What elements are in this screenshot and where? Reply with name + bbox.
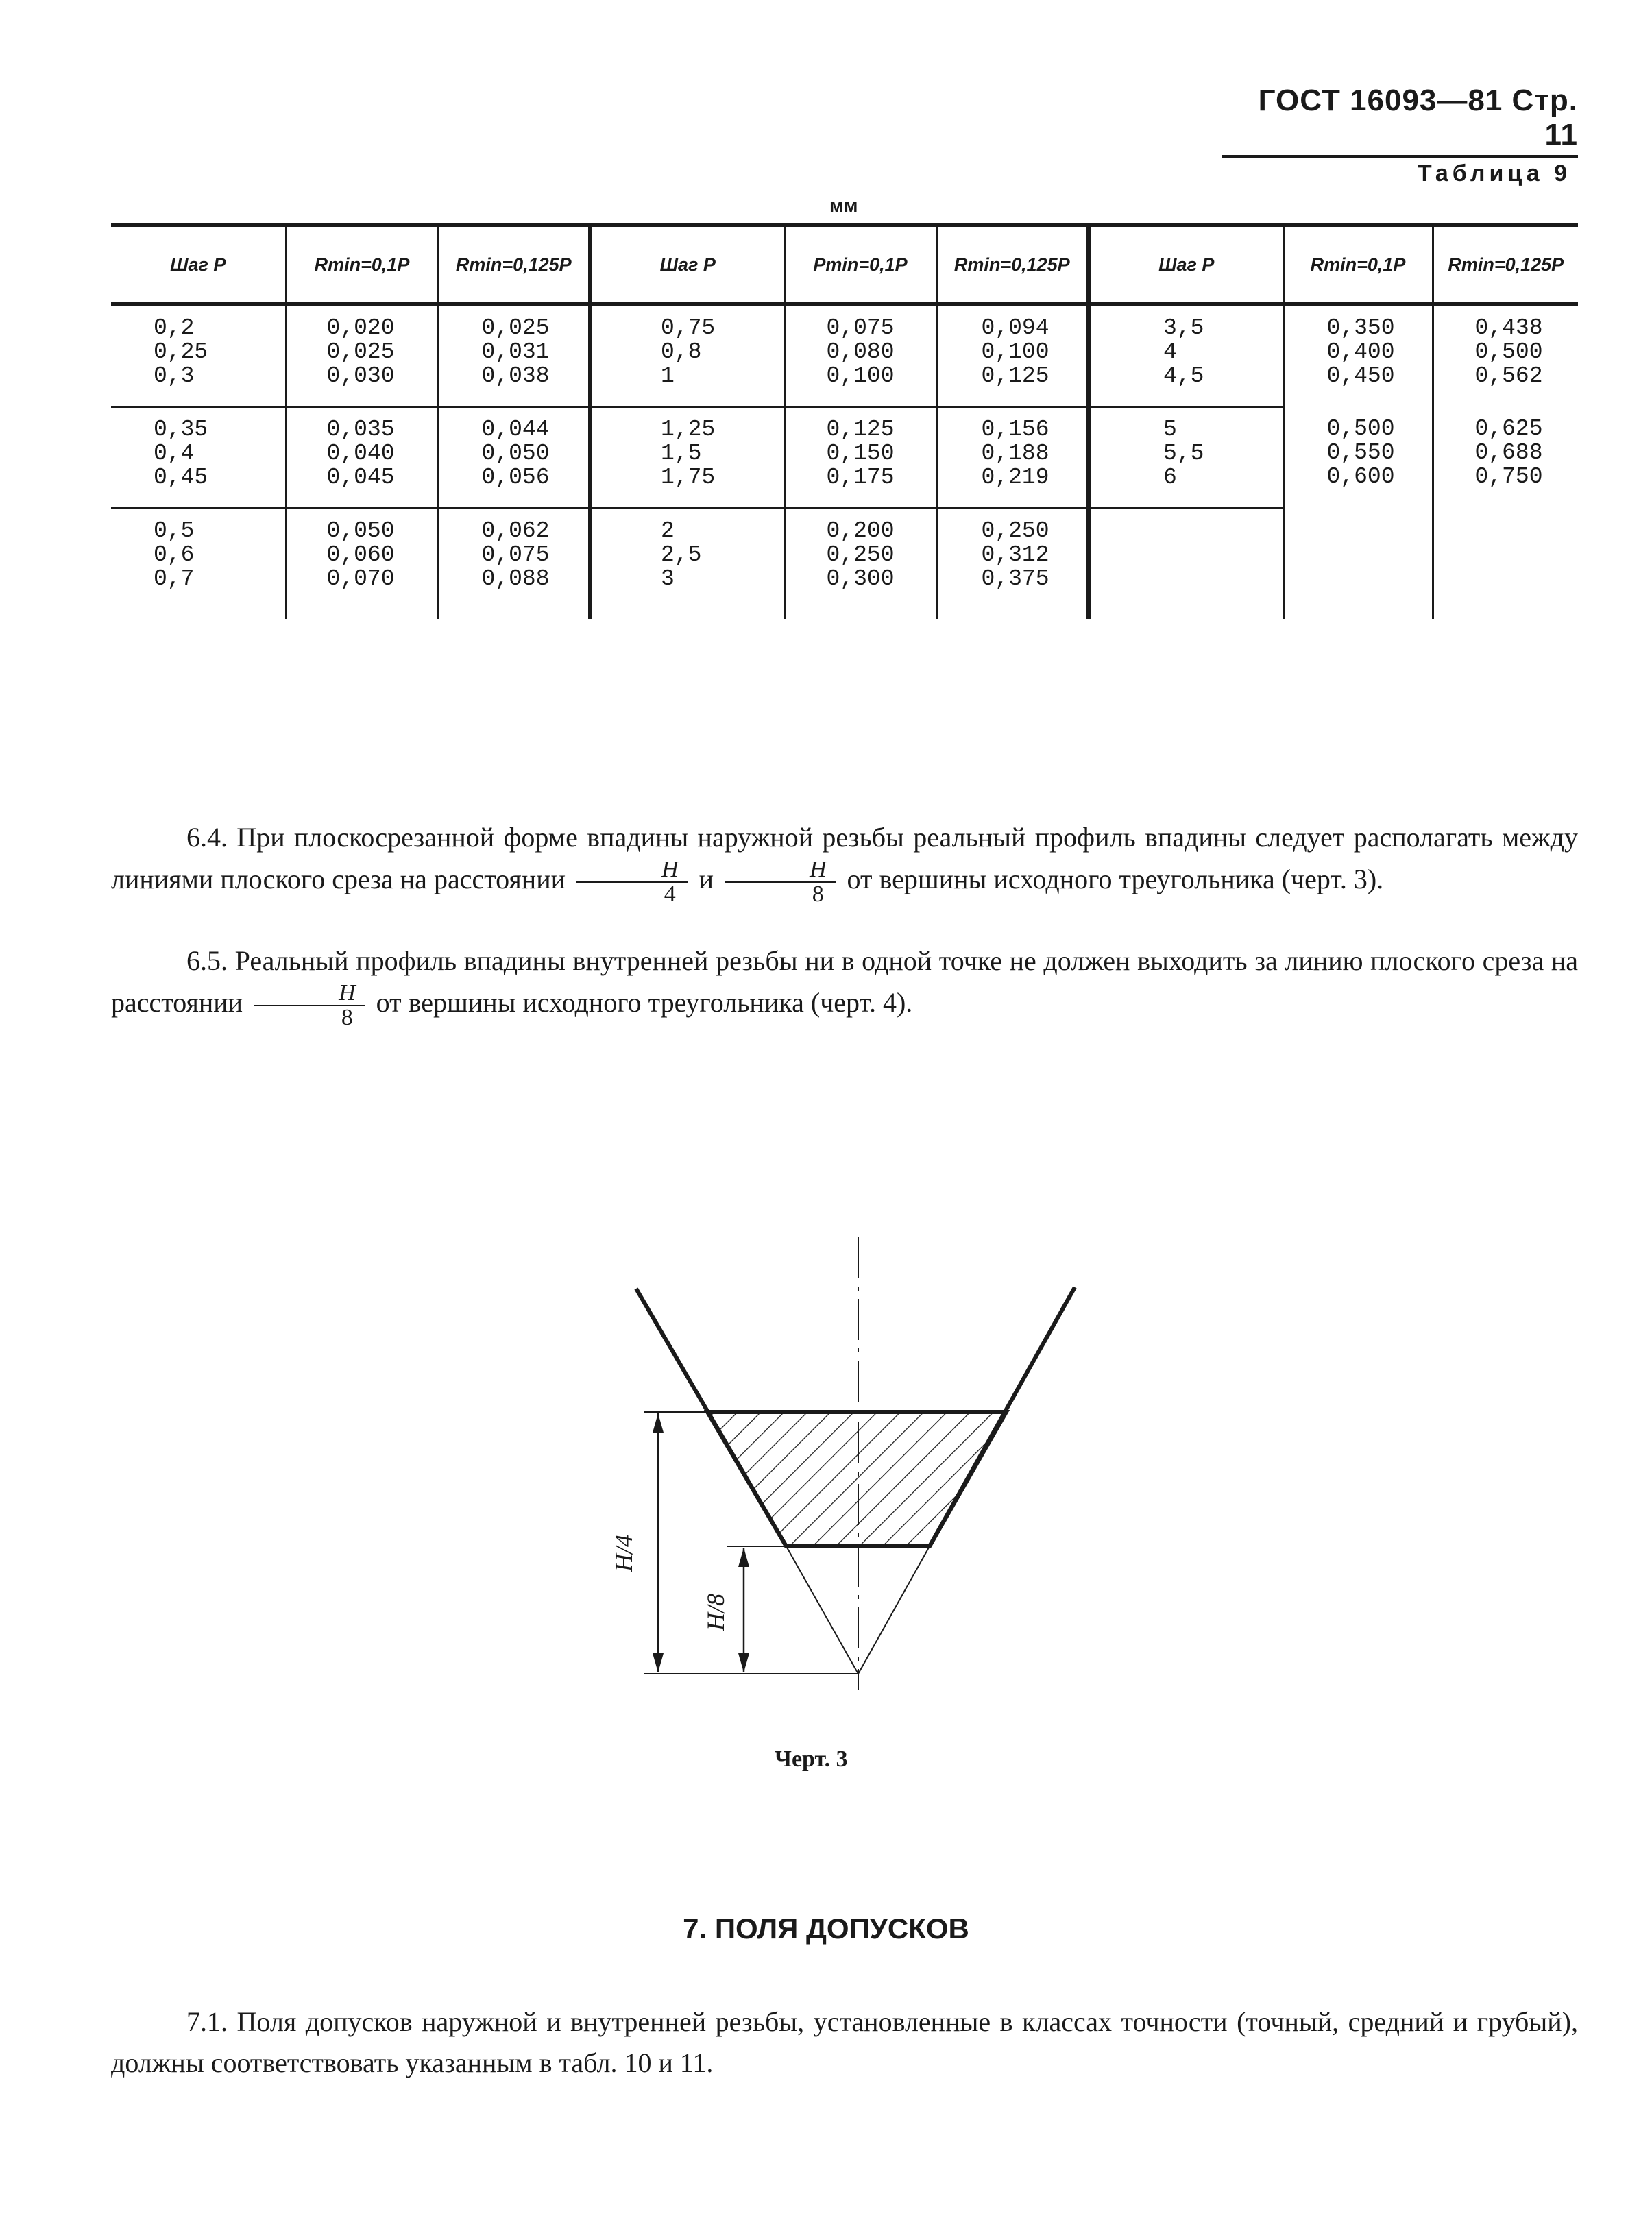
table-cell: 0,200 0,250 0,300	[784, 509, 936, 620]
arrow-up-icon	[653, 1413, 664, 1433]
table-row	[111, 407, 1578, 509]
fraction-h-4	[576, 858, 688, 906]
table-cell: 0,044 0,050 0,056	[438, 407, 590, 509]
table-cell: 1,25 1,5 1,75	[590, 407, 784, 509]
triangle-right-edge	[858, 1546, 930, 1674]
table-cell: 0,125 0,150 0,175	[784, 407, 936, 509]
table-cell	[1283, 509, 1433, 620]
fraction-numerator: H	[725, 858, 836, 883]
table-row	[111, 509, 1578, 620]
table-cell: 0,438 0,500 0,562	[1433, 304, 1578, 407]
table-cell: 0,156 0,188 0,219	[936, 407, 1089, 509]
fraction-numerator: H	[576, 858, 688, 883]
col-header-rmin-01p-3: Rmin=0,1P	[1283, 225, 1433, 304]
arrow-down-icon	[653, 1653, 664, 1672]
triangle-left-edge	[786, 1546, 858, 1674]
table-cell: 0,250 0,312 0,375	[936, 509, 1089, 620]
table-cell: 0,094 0,100 0,125	[936, 304, 1089, 407]
col-header-rmin-0125p-1: Rmin=0,125P	[438, 225, 590, 304]
table-cell: 0,050 0,060 0,070	[286, 509, 438, 620]
fraction-denominator: 8	[341, 1005, 353, 1030]
figure-caption: Черт. 3	[775, 1746, 848, 1772]
table-cell: 0,35 0,4 0,45	[111, 407, 286, 509]
table-cell: 0,020 0,025 0,030	[286, 304, 438, 407]
hatched-tolerance-zone	[707, 1412, 1006, 1546]
table-cell: 5 5,5 6	[1089, 407, 1283, 509]
paragraph-6-4	[111, 817, 1578, 906]
table-cell: 0,5 0,6 0,7	[154, 518, 195, 592]
paragraph-text: и	[699, 864, 714, 895]
thread-profile-drawing	[590, 1234, 1138, 1700]
section-title: 7. ПОЛЯ ДОПУСКОВ	[683, 1912, 969, 1945]
table-cell: 0,2 0,25 0,3	[111, 304, 286, 407]
fraction-denominator: 4	[664, 881, 676, 907]
table-row	[111, 304, 1578, 407]
table-cell: 2 2,5 3	[590, 509, 784, 620]
col-header-pmin-01p-2: Pmin=0,1P	[784, 225, 936, 304]
col-header-pitch-2: Шаг P	[590, 225, 784, 304]
table-cell: 0,025 0,031 0,038	[438, 304, 590, 407]
col-header-pitch-1: Шаг P	[111, 225, 286, 304]
table-9	[111, 223, 1578, 619]
table-cell: 0,035 0,040 0,045	[286, 407, 438, 509]
table-label: Таблица 9	[1417, 160, 1571, 186]
paragraph-7-1: 7.1. Поля допусков наружной и внутренней резьбы, установленные в классах точности (точный, средний и грубый), должны соответствовать указанным в табл. 10 и 11.	[111, 2006, 1578, 2078]
page-header: ГОСТ 16093—81 Стр. 11	[1222, 84, 1578, 158]
table-cell: 3,5 4 4,5	[1089, 304, 1283, 407]
table-cell: 0,75 0,8 1	[590, 304, 784, 407]
label-h-8: H/8	[702, 1594, 729, 1631]
table-cell: 0,062 0,075 0,088	[438, 509, 590, 620]
table-cell	[1089, 509, 1283, 620]
arrow-up-icon	[738, 1548, 749, 1567]
paragraph-text: от вершины исходного треугольника (черт. 3).	[847, 864, 1384, 895]
col-header-rmin-0125p-2: Rmin=0,125P	[936, 225, 1089, 304]
table-units: мм	[829, 195, 858, 216]
table-cell: 0,625 0,688 0,750	[1433, 407, 1578, 509]
fraction-numerator: H	[254, 982, 365, 1006]
paragraph-text: 6.5. Реальный профиль впадины внутренней резьбы ни в одной точке не должен выходить за линию плоского среза на расстоянии	[111, 945, 1578, 1019]
table-cell: 0,075 0,080 0,100	[784, 304, 936, 407]
arrow-down-icon	[738, 1653, 749, 1672]
paragraph-text: от вершины исходного треугольника (черт. 4).	[376, 987, 913, 1019]
fraction-h-8	[725, 858, 836, 906]
fraction-denominator: 8	[812, 881, 824, 907]
paragraph-text: 6.4. При плоскосрезанной форме впадины наружной резьбы реальный профиль впадины следует располагать между линиями плоского среза на расстоянии	[111, 822, 1578, 895]
table-cell	[1433, 509, 1578, 620]
col-header-rmin-0125p-3: Rmin=0,125P	[1433, 225, 1578, 304]
paragraph-6-5	[111, 940, 1578, 1030]
table-cell: 0,500 0,550 0,600	[1283, 407, 1433, 509]
table-header-row	[111, 225, 1578, 304]
col-header-rmin-01p-1: Rmin=0,1P	[286, 225, 438, 304]
table-cell: 0,350 0,400 0,450	[1283, 304, 1433, 407]
fraction-h-8	[254, 982, 365, 1030]
col-header-pitch-3: Шаг P	[1089, 225, 1283, 304]
label-h-4: H/4	[610, 1535, 637, 1572]
